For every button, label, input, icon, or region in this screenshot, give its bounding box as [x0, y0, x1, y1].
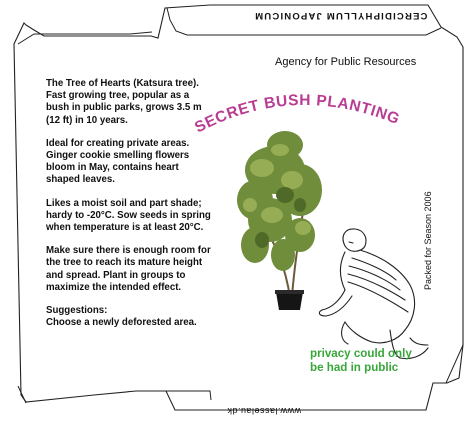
headline-text: SECRET BUSH PLANTING: [192, 91, 403, 137]
suggestions-text: Choose a newly deforested area.: [46, 317, 197, 329]
description-paragraph: Ideal for creating private areas. Ginger cookie smelling flowers bloom in May, contains heart shaped leaves.: [46, 137, 190, 186]
tagline-line: privacy could only: [310, 347, 412, 360]
packed-season-label: Packed for Season 2006: [423, 191, 433, 290]
suggestions-title: Suggestions:: [46, 305, 108, 317]
top-flap-species-name: CERCIDIPHYLLUM JAPONICUM: [254, 10, 428, 21]
agency-name: Agency for Public Resources: [275, 56, 417, 68]
description-paragraph: The Tree of Hearts (Katsura tree). Fast growing tree, popular as a bush in public parks, grows 3.5 m (12 ft) in 10 years.: [46, 78, 202, 126]
description-paragraph: Likes a moist soil and part shade; hardy to -20°C. Sow seeds in spring when temperature is at least 20°C.: [46, 197, 211, 234]
tagline-line: be had in public: [310, 361, 399, 374]
description-paragraph: Make sure there is enough room for the tree to reach its mature height and spread. Plant in groups to maximize the intended effect.: [46, 245, 211, 293]
tagline: [310, 347, 412, 375]
bottom-flap-url: www.lasselau.dk: [227, 406, 302, 416]
